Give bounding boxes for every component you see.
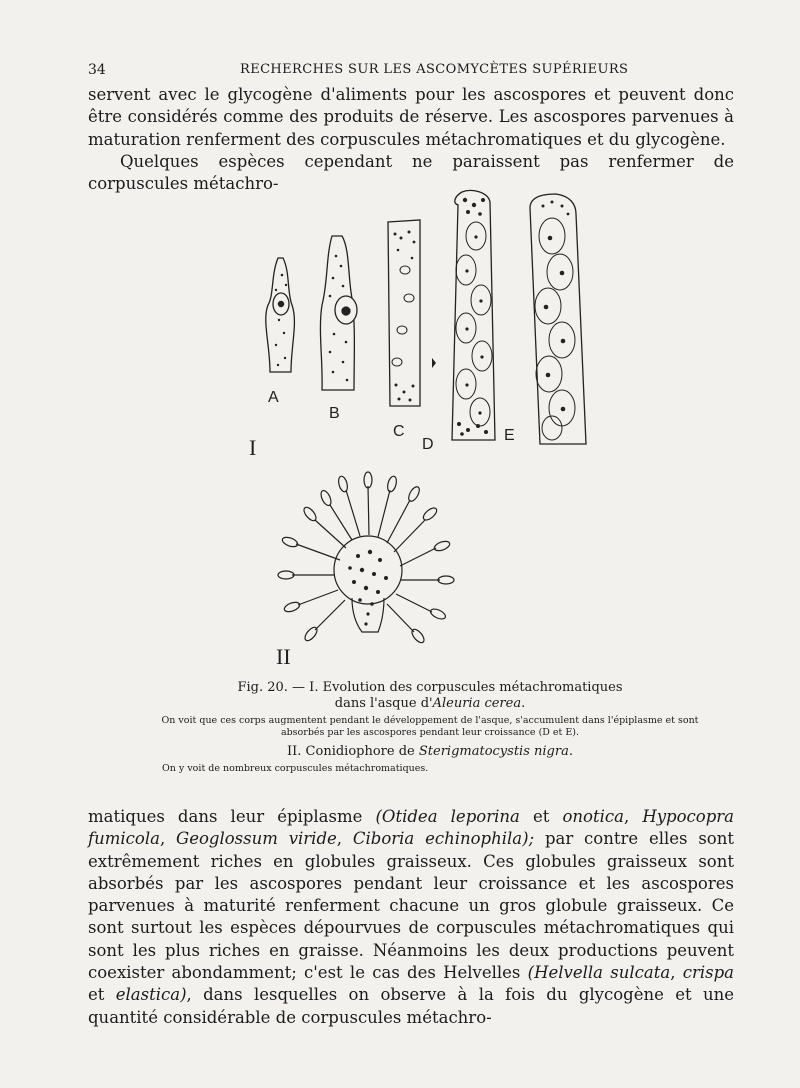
- conidiophore-drawing: [278, 472, 454, 645]
- figure-caption: [150, 680, 710, 775]
- label-e: E: [504, 427, 515, 444]
- caption-note-two: On y voit de nombreux corpuscules métachromatiques.: [162, 763, 429, 774]
- species-crispa: crispa: [682, 963, 734, 983]
- text-run-17: , dans lesquelles on observe à la fois du glycogène et une quantité considérable de corpuscules métachro-: [88, 985, 734, 1027]
- species-otidea-leporina: (Otidea leporina: [375, 807, 520, 826]
- caption-part-one-prefix: — I. Evolution des corpuscules métachromatiques: [287, 680, 623, 695]
- text-run-9: ,: [336, 829, 353, 849]
- species-geoglossum-viride: Geoglossum viride: [176, 829, 337, 849]
- text-run-13: ,: [670, 963, 683, 983]
- page-number: 34: [88, 62, 106, 78]
- ascus-d: [452, 190, 495, 440]
- paragraph-continuation: servent avec le glycogène d'aliments pour les ascospores et peuvent donc être considérés comme des produits de réserve. Les ascospores parvenues à maturation renferment des corpuscules métachromatiques et du glycogène.: [88, 85, 734, 149]
- species-ciboria-echinophila: Ciboria echinophila);: [352, 829, 535, 849]
- species-elastica: elastica): [115, 985, 187, 1005]
- label-group-one: I: [249, 435, 257, 460]
- caption-part-two: [150, 744, 710, 760]
- text-run-15: et: [88, 985, 116, 1005]
- caption-species-aleuria: Aleuria cerea: [432, 696, 522, 711]
- label-d: D: [422, 436, 434, 453]
- species-hypocopra-fumicola: Hypocopra fumicola: [88, 807, 734, 849]
- label-b: B: [329, 405, 340, 422]
- running-head: RECHERCHES SUR LES ASCOMYCÈTES SUPÉRIEURS: [240, 62, 629, 77]
- text-run-11: par contre elles sont extrêmement riches en globules graisseux. Ces globules graisseux sont absorbés par les ascospores pendant leur croissance et les ascospores parvenues à maturité renferment chacune un gros globule graisseux. Ce sont surtout les espèces dépourvues de corpuscules métachromatiques qui sont les plus riches en graisse. Néanmoins les deux productions peuvent coexister abondamment; c'est le cas des Helvelles: [88, 829, 734, 983]
- caption-part-two-end: .: [568, 744, 573, 759]
- species-helvella-sulcata: (Helvella sulcata: [527, 963, 671, 983]
- caption-species-sterigmatocystis: Sterigmatocystis nigra: [418, 744, 569, 759]
- ascus-c: [388, 220, 420, 406]
- paragraph-matiques: [88, 806, 734, 1029]
- text-run-3: et: [519, 807, 563, 826]
- paragraph-quelques: Quelques espèces cependant ne paraissent pas renfermer de corpuscules métachro-: [88, 151, 734, 194]
- body-text-bottom: [88, 806, 734, 1029]
- label-a: A: [268, 389, 279, 406]
- text-run-5: ,: [623, 807, 643, 826]
- text-run-1: matiques dans leur épiplasme: [88, 807, 376, 826]
- species-onotica: onotica: [562, 807, 624, 826]
- caption-part-one-line2: dans l'asque d': [334, 696, 433, 711]
- caption-note-one: On voit que ces corps augmentent pendant le développement de l'asque, s'accumulent dans l'épiplasme et sont absorbés par les ascospores pendant leur croissance (D et E).: [161, 715, 699, 738]
- caption-part-one-end: .: [521, 696, 526, 711]
- caption-fig-label: Fig. 20.: [237, 680, 288, 695]
- label-c: C: [393, 423, 405, 440]
- text-run-7: ,: [159, 829, 177, 849]
- caption-part-two-prefix: II. Conidiophore de: [287, 744, 419, 759]
- caption-part-one: [150, 680, 710, 712]
- label-group-two: II: [276, 644, 291, 669]
